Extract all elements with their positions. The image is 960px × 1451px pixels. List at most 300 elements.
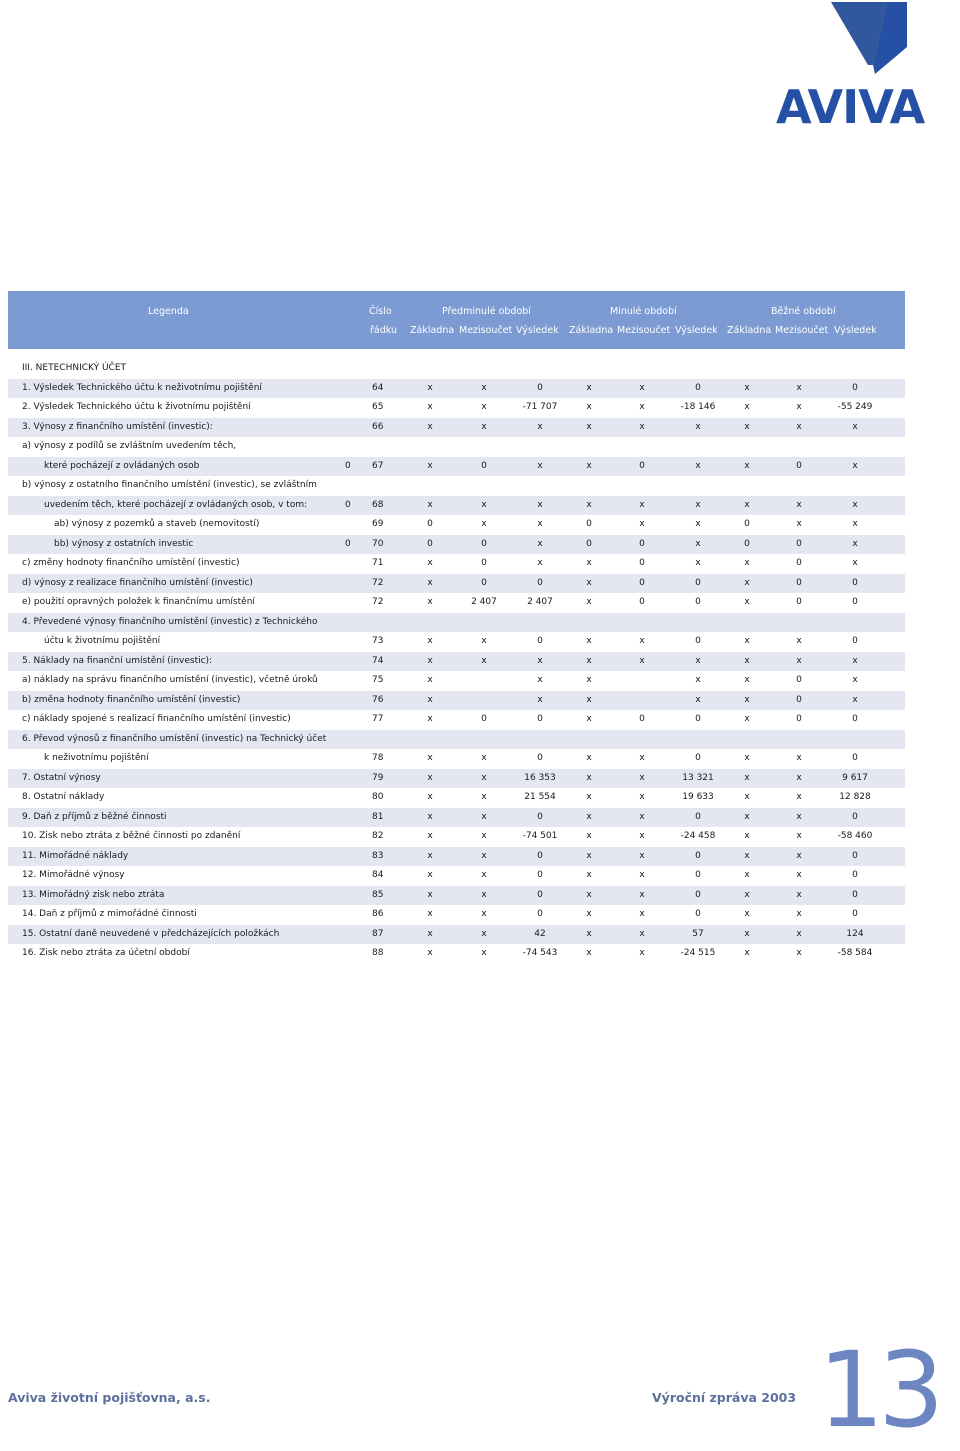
table-row — [8, 691, 905, 711]
cell-value: x — [481, 850, 487, 861]
cell-value: x — [481, 928, 487, 939]
cell-value: x — [744, 850, 750, 861]
table-row — [8, 613, 905, 633]
table-row — [8, 671, 905, 691]
row-label: a) náklady na správu finančního umístění (investic), včetně úroků — [22, 675, 318, 685]
row-label: 16. Zisk nebo ztráta za účetní období — [22, 948, 190, 958]
cell-value: x — [586, 850, 592, 861]
row-label: 7. Ostatní výnosy — [22, 772, 101, 783]
table-row — [8, 944, 905, 964]
row-zero-marker: 0 — [345, 460, 351, 471]
row-number: 85 — [372, 889, 384, 900]
cell-value: 0 — [695, 870, 701, 880]
table-row — [8, 515, 905, 535]
table-row — [8, 652, 905, 672]
cell-value: 0 — [639, 714, 645, 724]
cell-value: 0 — [852, 382, 858, 393]
row-number: 87 — [372, 928, 384, 939]
cell-value: 0 — [537, 850, 543, 861]
cell-value: x — [639, 889, 645, 900]
cell-value: 12 828 — [839, 792, 871, 802]
header-radku: řádku — [370, 325, 397, 336]
cell-value: x — [481, 753, 487, 763]
header-zakladna-1: Základna — [410, 325, 455, 336]
cell-value: x — [586, 889, 592, 900]
cell-value: x — [427, 421, 433, 432]
cell-value: 0 — [852, 597, 858, 607]
cell-value: x — [695, 519, 701, 529]
cell-value: x — [796, 870, 802, 880]
cell-value: x — [427, 675, 433, 685]
table-row — [8, 905, 905, 925]
row-number: 86 — [372, 909, 384, 919]
cell-value: x — [852, 499, 858, 510]
cell-value: x — [427, 948, 433, 958]
cell-value: 0 — [481, 577, 487, 588]
cell-value: x — [744, 889, 750, 900]
row-number: 70 — [372, 538, 384, 549]
cell-value: 21 554 — [524, 792, 556, 802]
cell-value: x — [852, 675, 858, 685]
cell-value: 0 — [695, 636, 701, 646]
cell-value: x — [744, 694, 750, 705]
cell-value: 0 — [744, 519, 750, 529]
cell-value: x — [586, 792, 592, 802]
cell-value: x — [537, 538, 543, 549]
cell-value: x — [639, 499, 645, 510]
row-label: 6. Převod výnosů z finančního umístění (investic) na Technický účet — [22, 733, 327, 744]
cell-value: 2 407 — [471, 597, 497, 607]
row-number: 64 — [372, 382, 384, 393]
table-row — [8, 437, 905, 457]
cell-value: 0 — [537, 714, 543, 724]
cell-value: x — [586, 675, 592, 685]
row-number: 76 — [372, 694, 384, 705]
cell-value: x — [427, 636, 433, 646]
cell-value: x — [744, 499, 750, 510]
cell-value: 0 — [852, 850, 858, 861]
cell-value: 0 — [852, 636, 858, 646]
cell-value: x — [639, 850, 645, 861]
cell-value: x — [639, 948, 645, 958]
cell-value: x — [852, 694, 858, 705]
row-number: 71 — [372, 558, 384, 568]
cell-value: x — [427, 499, 433, 510]
row-label: c) náklady spojené s realizací finančního umístění (investic) — [22, 714, 291, 724]
cell-value: 0 — [695, 811, 701, 822]
cell-value: x — [427, 811, 433, 822]
cell-value: x — [852, 421, 858, 432]
cell-value: x — [852, 519, 858, 529]
cell-value: x — [796, 519, 802, 529]
cell-value: x — [586, 558, 592, 568]
cell-value: 9 617 — [842, 772, 868, 783]
header-predminule: Předminulé období — [442, 306, 531, 317]
cell-value: x — [427, 577, 433, 588]
cell-value: 0 — [695, 850, 701, 861]
cell-value: x — [427, 460, 433, 471]
cell-value: x — [639, 831, 645, 841]
row-label: 3. Výnosy z finančního umístění (investic): — [22, 421, 213, 432]
cell-value: 0 — [537, 753, 543, 763]
cell-value: x — [586, 597, 592, 607]
cell-value: x — [744, 870, 750, 880]
cell-value: x — [695, 460, 701, 471]
cell-value: -71 707 — [522, 402, 558, 412]
row-number: 74 — [372, 655, 384, 666]
cell-value: 0 — [695, 753, 701, 763]
row-zero-marker: 0 — [345, 538, 351, 549]
table-row — [8, 827, 905, 847]
cell-value: 0 — [639, 558, 645, 568]
cell-value: x — [427, 792, 433, 802]
cell-value: 0 — [427, 519, 433, 529]
cell-value: x — [586, 870, 592, 880]
header-mezisoucet-1: Mezisoučet — [459, 325, 513, 336]
table-row — [8, 457, 905, 477]
cell-value: x — [537, 558, 543, 568]
cell-value: x — [481, 402, 487, 412]
cell-value: x — [852, 558, 858, 568]
row-label: účtu k životnímu pojištění — [44, 636, 161, 646]
cell-value: x — [586, 909, 592, 919]
table-row — [8, 788, 905, 808]
cell-value: 0 — [586, 519, 592, 529]
cell-value: x — [481, 870, 487, 880]
cell-value: x — [586, 811, 592, 822]
cell-value: x — [639, 772, 645, 783]
row-number: 66 — [372, 421, 384, 432]
cell-value: x — [796, 850, 802, 861]
table-row — [8, 535, 905, 555]
footer-report: Výroční zpráva 2003 — [652, 1390, 797, 1405]
header-bezne: Běžné období — [771, 306, 836, 317]
cell-value: 0 — [796, 597, 802, 607]
row-number: 78 — [372, 753, 384, 763]
table-row — [8, 808, 905, 828]
cell-value: x — [744, 948, 750, 958]
cell-value: x — [695, 421, 701, 432]
cell-value: x — [537, 675, 543, 685]
cell-value: x — [481, 792, 487, 802]
cell-value: x — [481, 636, 487, 646]
cell-value: x — [744, 909, 750, 919]
row-label: III. NETECHNICKÝ ÚČET — [22, 363, 127, 373]
cell-value: x — [427, 928, 433, 939]
cell-value: x — [639, 928, 645, 939]
cell-value: x — [586, 402, 592, 412]
cell-value: 0 — [796, 694, 802, 705]
cell-value: 0 — [852, 909, 858, 919]
row-label: 1. Výsledek Technického účtu k neživotnímu pojištění — [22, 382, 262, 393]
cell-value: x — [744, 714, 750, 724]
cell-value: x — [796, 928, 802, 939]
header-mezisoucet-3: Mezisoučet — [775, 325, 829, 336]
cell-value: x — [427, 558, 433, 568]
cell-value: 2 407 — [527, 597, 553, 607]
cell-value: 0 — [744, 538, 750, 549]
row-zero-marker: 0 — [345, 499, 351, 510]
cell-value: x — [586, 772, 592, 783]
cell-value: x — [744, 792, 750, 802]
cell-value: x — [481, 655, 487, 666]
cell-value: x — [481, 948, 487, 958]
row-number: 83 — [372, 850, 384, 861]
cell-value: 19 633 — [682, 792, 714, 802]
cell-value: 0 — [537, 909, 543, 919]
cell-value: x — [796, 636, 802, 646]
cell-value: x — [427, 889, 433, 900]
cell-value: x — [481, 499, 487, 510]
cell-value: x — [537, 499, 543, 510]
row-label: e) použití opravných položek k finančnímu umístění — [22, 597, 255, 607]
cell-value: x — [695, 538, 701, 549]
cell-value: x — [744, 402, 750, 412]
cell-value: -58 460 — [837, 831, 873, 841]
cell-value: x — [537, 655, 543, 666]
cell-value: x — [744, 655, 750, 666]
cell-value: x — [586, 831, 592, 841]
cell-value: x — [481, 889, 487, 900]
cell-value: x — [744, 772, 750, 783]
row-number: 77 — [372, 714, 384, 724]
cell-value: 0 — [852, 714, 858, 724]
row-label: 5. Náklady na finanční umístění (investic): — [22, 655, 213, 666]
cell-value: 0 — [481, 558, 487, 568]
cell-value: x — [796, 421, 802, 432]
cell-value: x — [796, 499, 802, 510]
cell-value: 0 — [852, 811, 858, 822]
cell-value: 0 — [537, 636, 543, 646]
row-label: 10. Zisk nebo ztráta z běžné činnosti po zdanění — [22, 831, 241, 841]
table-row — [8, 574, 905, 594]
row-number: 72 — [372, 597, 384, 607]
cell-value: x — [695, 675, 701, 685]
cell-value: x — [537, 421, 543, 432]
row-number: 68 — [372, 499, 384, 510]
row-label: 9. Daň z příjmů z běžné činnosti — [22, 811, 167, 822]
row-label: 4. Převedené výnosy finančního umístění (investic) z Technického — [22, 616, 318, 627]
cell-value: -74 501 — [522, 831, 558, 841]
cell-value: 0 — [481, 538, 487, 549]
cell-value: x — [639, 402, 645, 412]
cell-value: x — [586, 694, 592, 705]
income-statement-table — [8, 359, 905, 964]
cell-value: 0 — [639, 538, 645, 549]
cell-value: x — [427, 714, 433, 724]
cell-value: x — [852, 538, 858, 549]
cell-value: x — [639, 519, 645, 529]
row-number: 81 — [372, 811, 384, 822]
cell-value: 0 — [537, 870, 543, 880]
cell-value: x — [586, 948, 592, 958]
cell-value: x — [796, 889, 802, 900]
cell-value: -24 458 — [680, 831, 716, 841]
cell-value: x — [744, 811, 750, 822]
cell-value: x — [639, 421, 645, 432]
cell-value: x — [427, 597, 433, 607]
cell-value: x — [639, 655, 645, 666]
cell-value: x — [796, 382, 802, 393]
cell-value: x — [537, 694, 543, 705]
cell-value: x — [796, 753, 802, 763]
cell-value: 0 — [796, 577, 802, 588]
table-row — [8, 710, 905, 730]
cell-value: x — [744, 460, 750, 471]
row-label: 2. Výsledek Technického účtu k životnímu pojištění — [22, 402, 251, 412]
row-label: 11. Mimořádné náklady — [22, 850, 129, 861]
cell-value: x — [744, 558, 750, 568]
cell-value: -24 515 — [680, 948, 716, 958]
cell-value: 0 — [695, 714, 701, 724]
cell-value: x — [744, 382, 750, 393]
row-number: 75 — [372, 675, 384, 685]
cell-value: x — [852, 655, 858, 666]
header-minule: Minulé období — [610, 306, 677, 317]
cell-value: 0 — [852, 577, 858, 588]
table-row — [8, 476, 905, 496]
cell-value: x — [481, 421, 487, 432]
header-vysledek-2: Výsledek — [675, 325, 718, 336]
cell-value: x — [744, 421, 750, 432]
row-number: 88 — [372, 948, 384, 958]
row-label: uvedením těch, které pocházejí z ovládaných osob, v tom: — [44, 499, 308, 510]
row-label: 14. Daň z příjmů z mimořádné činnosti — [22, 909, 197, 919]
header-mezisoucet-2: Mezisoučet — [617, 325, 671, 336]
cell-value: 0 — [796, 460, 802, 471]
cell-value: x — [586, 577, 592, 588]
cell-value: x — [427, 655, 433, 666]
table-row — [8, 398, 905, 418]
cell-value: x — [586, 382, 592, 393]
table-row — [8, 925, 905, 945]
cell-value: x — [744, 636, 750, 646]
row-number: 65 — [372, 402, 384, 412]
table-row — [8, 769, 905, 789]
table-row — [8, 418, 905, 438]
row-label: k neživotnímu pojištění — [44, 753, 149, 763]
row-label: které pocházejí z ovládaných osob — [44, 460, 200, 471]
cell-value: x — [586, 421, 592, 432]
cell-value: x — [744, 753, 750, 763]
table-row — [8, 632, 905, 652]
row-number: 84 — [372, 870, 384, 880]
cell-value: x — [427, 831, 433, 841]
table-row — [8, 379, 905, 399]
row-number: 67 — [372, 460, 384, 471]
cell-value: x — [639, 909, 645, 919]
cell-value: x — [427, 870, 433, 880]
cell-value: -55 249 — [837, 402, 873, 412]
row-number: 72 — [372, 577, 384, 588]
row-label: d) výnosy z realizace finančního umístění (investic) — [22, 577, 253, 588]
cell-value: x — [744, 675, 750, 685]
page-number: 13 — [818, 1329, 939, 1451]
table-row — [8, 886, 905, 906]
table-row — [8, 593, 905, 613]
cell-value: x — [481, 831, 487, 841]
header-legenda: Legenda — [148, 306, 189, 317]
cell-value: -74 543 — [522, 948, 558, 958]
table-row — [8, 496, 905, 516]
cell-value: 0 — [852, 870, 858, 880]
cell-value: x — [481, 811, 487, 822]
cell-value: 0 — [796, 675, 802, 685]
cell-value: x — [796, 792, 802, 802]
cell-value: 0 — [796, 538, 802, 549]
table-row — [8, 359, 905, 379]
cell-value: 0 — [537, 889, 543, 900]
cell-value: 0 — [427, 538, 433, 549]
row-number: 79 — [372, 772, 384, 783]
row-label: b) výnosy z ostatního finančního umístění (investic), se zvláštním — [22, 480, 317, 490]
row-label: 8. Ostatní náklady — [22, 792, 105, 802]
cell-value: 0 — [695, 382, 701, 393]
row-label: 15. Ostatní daně neuvedené v předcházejících položkách — [22, 928, 280, 939]
cell-value: x — [744, 577, 750, 588]
cell-value: 57 — [692, 928, 704, 939]
cell-value: x — [744, 831, 750, 841]
table-row — [8, 866, 905, 886]
cell-value: x — [744, 928, 750, 939]
header-cislo: Číslo — [369, 306, 392, 317]
cell-value: x — [796, 655, 802, 666]
cell-value: x — [639, 636, 645, 646]
cell-value: x — [481, 519, 487, 529]
cell-value: x — [695, 655, 701, 666]
cell-value: x — [796, 831, 802, 841]
cell-value: x — [427, 850, 433, 861]
footer-company: Aviva životní pojišťovna, a.s. — [8, 1390, 211, 1405]
cell-value: x — [639, 792, 645, 802]
cell-value: 124 — [846, 928, 864, 939]
cell-value: 0 — [537, 811, 543, 822]
cell-value: x — [639, 382, 645, 393]
cell-value: x — [796, 948, 802, 958]
row-label: b) změna hodnoty finančního umístění (investic) — [22, 694, 241, 705]
header-zakladna-3: Základna — [727, 325, 772, 336]
cell-value: 0 — [852, 753, 858, 763]
cell-value: x — [586, 753, 592, 763]
table-row — [8, 730, 905, 750]
cell-value: 0 — [695, 909, 701, 919]
row-number: 69 — [372, 519, 384, 529]
cell-value: x — [744, 597, 750, 607]
table-header — [8, 291, 905, 349]
logo-wordmark: AVIVA — [776, 80, 925, 134]
row-label: ab) výnosy z pozemků a staveb (nemovitostí) — [54, 519, 260, 529]
cell-value: x — [586, 636, 592, 646]
row-label: 13. Mimořádný zisk nebo ztráta — [22, 889, 165, 900]
cell-value: x — [639, 811, 645, 822]
cell-value: x — [481, 772, 487, 783]
header-zakladna-2: Základna — [569, 325, 614, 336]
row-label: c) změny hodnoty finančního umístění (investic) — [22, 558, 240, 568]
cell-value: x — [586, 655, 592, 666]
cell-value: 0 — [852, 889, 858, 900]
cell-value: 42 — [534, 928, 546, 939]
cell-value: 0 — [639, 460, 645, 471]
cell-value: x — [796, 772, 802, 783]
table-row — [8, 749, 905, 769]
cell-value: x — [427, 402, 433, 412]
cell-value: x — [427, 772, 433, 783]
cell-value: -18 146 — [680, 402, 716, 412]
cell-value: x — [537, 460, 543, 471]
cell-value: x — [586, 714, 592, 724]
cell-value: x — [481, 382, 487, 393]
cell-value: 0 — [695, 889, 701, 900]
